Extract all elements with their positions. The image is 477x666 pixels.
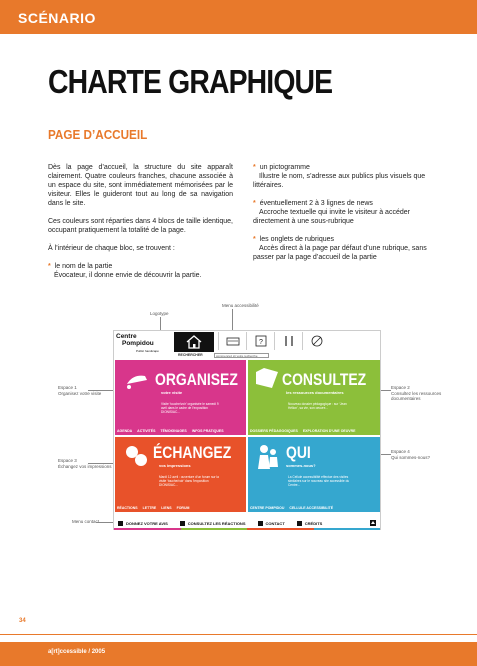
- logo[interactable]: [116, 333, 174, 353]
- menu-consultez-reactions[interactable]: [180, 521, 246, 526]
- keyboard-icon[interactable]: [218, 332, 246, 350]
- tab-liens[interactable]: LIENS: [161, 506, 172, 510]
- block-3-text: Mardi 12 avril : ouverture d’un forum sur la visite ‘touche/voir’ dans l’exposition DIONISIAC...: [159, 475, 219, 487]
- homepage-mockup: [113, 330, 381, 530]
- bullet-1: [48, 262, 233, 280]
- page-number: 34: [19, 618, 26, 624]
- logo-line-2: Pompidou: [122, 340, 154, 347]
- footer-text: a[rt]ccessible / 2005: [48, 649, 106, 655]
- block-1-text: Visite ‘touche/voir’ organisée le samedi 9 avril dans le cadre de l’exposition DIONISIAC...: [161, 402, 219, 414]
- accessibility-icon[interactable]: [302, 332, 330, 350]
- bullet-4: [253, 235, 443, 262]
- annotation-espace1: Espace 1 Organisez votre visite: [58, 385, 102, 396]
- home-icon[interactable]: [174, 332, 214, 352]
- paragraph-1: Dès la page d’accueil, la structure du site apparaît clairement. Quatre couleurs franches, chacune associée à un espace du site, sont immédiatement mémorisées par le visiteur. Elles le guideront tout au long de sa navigation dans le site.: [48, 164, 233, 207]
- people-icon: [256, 443, 280, 473]
- tools-icon[interactable]: [274, 332, 302, 350]
- block-4-sub: sommes-nous?: [286, 463, 316, 468]
- page-title: CHARTE GRAPHIQUE: [48, 63, 333, 100]
- bullet-icon: *: [253, 164, 256, 171]
- tab-forum[interactable]: FORUM: [176, 506, 190, 510]
- tab-agenda[interactable]: AGENDA: [117, 429, 133, 433]
- tab-cellule-accessibilite[interactable]: CELLULE ACCESSIBILITÉ: [289, 506, 334, 510]
- logo-line-1: Centre: [116, 333, 137, 340]
- block-2-tabs: [248, 427, 357, 435]
- block-2-text: Nouveau dossier pédagogique : sur ‘Jean Hélion’, sa vie, son oeuvre...: [288, 402, 347, 410]
- right-column: [253, 163, 443, 271]
- annotation-line: [232, 309, 233, 330]
- bullet-2-head: un pictogramme: [259, 164, 310, 171]
- block-consultez[interactable]: [248, 360, 380, 435]
- menu-label: CONTACT: [265, 520, 285, 526]
- annotation-espace2: Espace 2 Consultez les ressources documentaires: [391, 385, 442, 401]
- color-strip: [114, 528, 380, 530]
- tab-centre-pompidou[interactable]: CENTRE POMPIDOU: [250, 506, 285, 510]
- bullet-icon: *: [253, 236, 256, 243]
- tab-dossiers-pedagogiques[interactable]: DOSSIERS PÉDAGOGIQUES: [250, 429, 298, 433]
- block-2-title: CONSULTEZ: [282, 370, 367, 389]
- menu-credits[interactable]: [297, 521, 323, 526]
- block-2-sub: les ressources documentaires: [286, 390, 344, 395]
- bullet-3: [253, 199, 443, 226]
- lamp-icon: [125, 370, 149, 390]
- bullet-4-head: les onglets de rubriques: [259, 236, 335, 243]
- block-4-tabs: [248, 504, 335, 512]
- paragraph-2: Ces couleurs sont réparties dans 4 blocs de taille identique, occupant pratiquement la totalité de la page.: [48, 218, 233, 234]
- block-1-tabs: [115, 427, 226, 435]
- bottom-menu: [114, 518, 380, 528]
- tab-reactions[interactable]: RÉACTIONS: [117, 506, 138, 510]
- tab-temoignages[interactable]: TÉMOIGNAGES: [160, 429, 187, 433]
- section-title: PAGE D’ACCUEIL: [48, 127, 148, 142]
- block-3-title: ÉCHANGEZ: [153, 443, 232, 462]
- tab-exploration-oeuvre[interactable]: EXPLORATION D’UNE OEUVRE: [302, 429, 356, 433]
- logo-sub: Public handicapé: [136, 349, 159, 353]
- menu-label: DONNEZ VOTRE AVIS: [126, 520, 168, 526]
- back-to-top-icon[interactable]: [370, 520, 376, 526]
- help-icon[interactable]: [246, 332, 274, 350]
- annotation-menu-accessibilite: Menu accessibilité: [222, 303, 259, 308]
- bullet-icon: *: [253, 200, 256, 207]
- annotation-espace3: Espace 3 Échangez vos impressions: [58, 458, 112, 469]
- annotation-line: [88, 463, 113, 464]
- header-label: SCÉNARIO: [18, 10, 96, 26]
- menu-contact[interactable]: [258, 521, 285, 526]
- block-qui[interactable]: [248, 437, 380, 512]
- bullet-2: [253, 163, 443, 190]
- tab-infos-pratiques[interactable]: INFOS PRATIQUES: [191, 429, 224, 433]
- square-icon: [118, 521, 123, 526]
- bullet-1-head: le nom de la partie: [54, 263, 113, 270]
- block-4-title: QUI: [286, 443, 311, 462]
- annotation-line: [381, 454, 391, 455]
- annotation-espace4: Espace 4 Qui sommes-nous?: [391, 449, 431, 460]
- annotation-line: [381, 390, 391, 391]
- square-icon: [180, 521, 185, 526]
- bullet-4-body: Accès direct à la page par défaut d’une rubrique, sans passer par la page d’accueil de la partie: [253, 245, 427, 261]
- square-icon: [258, 521, 263, 526]
- block-3-sub: vos impressions: [159, 463, 191, 468]
- svg-text:?: ?: [259, 339, 263, 346]
- menu-donnez-avis[interactable]: [118, 521, 168, 526]
- menu-label: CRÉDITS: [304, 520, 323, 526]
- bullet-3-body: Accroche textuelle qui invite le visiteur à accéder directement à une sous-rubrique: [253, 209, 410, 225]
- search-label: RECHERCHER: [178, 353, 203, 357]
- bullet-icon: *: [48, 263, 51, 270]
- annotation-logotype: Logotype: [150, 311, 169, 316]
- bullet-1-body: Évocateur, il donne envie de découvrir la partie.: [54, 272, 202, 279]
- tab-lettre[interactable]: LETTRE: [142, 506, 157, 510]
- tab-activites[interactable]: ACTIVITÉS: [137, 429, 156, 433]
- paragraph-3: À l’intérieur de chaque bloc, se trouvent :: [48, 245, 175, 252]
- menu-label: CONSULTEZ LES RÉACTIONS: [187, 520, 246, 526]
- block-4-text: La Cellule accessibilité effectue des visites similaires sur le nouveau site accessible du Centre...: [288, 475, 350, 487]
- search-input[interactable]: commencez ici votre recherche: [214, 353, 269, 358]
- bullet-3-head: éventuellement 2 à 3 lignes de news: [259, 200, 373, 207]
- annotation-line: [160, 317, 161, 330]
- footer-divider: [0, 634, 477, 635]
- bullet-2-body: Illustre le nom, s’adresse aux publics plus visuels que littéraires.: [253, 173, 426, 189]
- annotation-menu-contact: Menu contact: [72, 519, 100, 524]
- block-organisez[interactable]: [115, 360, 246, 435]
- block-1-sub: votre visite: [161, 390, 183, 395]
- search-bar: [174, 352, 380, 359]
- annotation-line: [88, 390, 113, 391]
- left-column: [48, 163, 233, 280]
- mockup-header: [114, 331, 380, 358]
- annotation-line: [96, 522, 113, 523]
- block-echangez[interactable]: [115, 437, 246, 512]
- block-1-title: ORGANISEZ: [155, 370, 238, 389]
- folder-icon: [254, 366, 280, 390]
- square-icon: [297, 521, 302, 526]
- block-3-tabs: [115, 504, 191, 512]
- chat-icon: [123, 443, 149, 469]
